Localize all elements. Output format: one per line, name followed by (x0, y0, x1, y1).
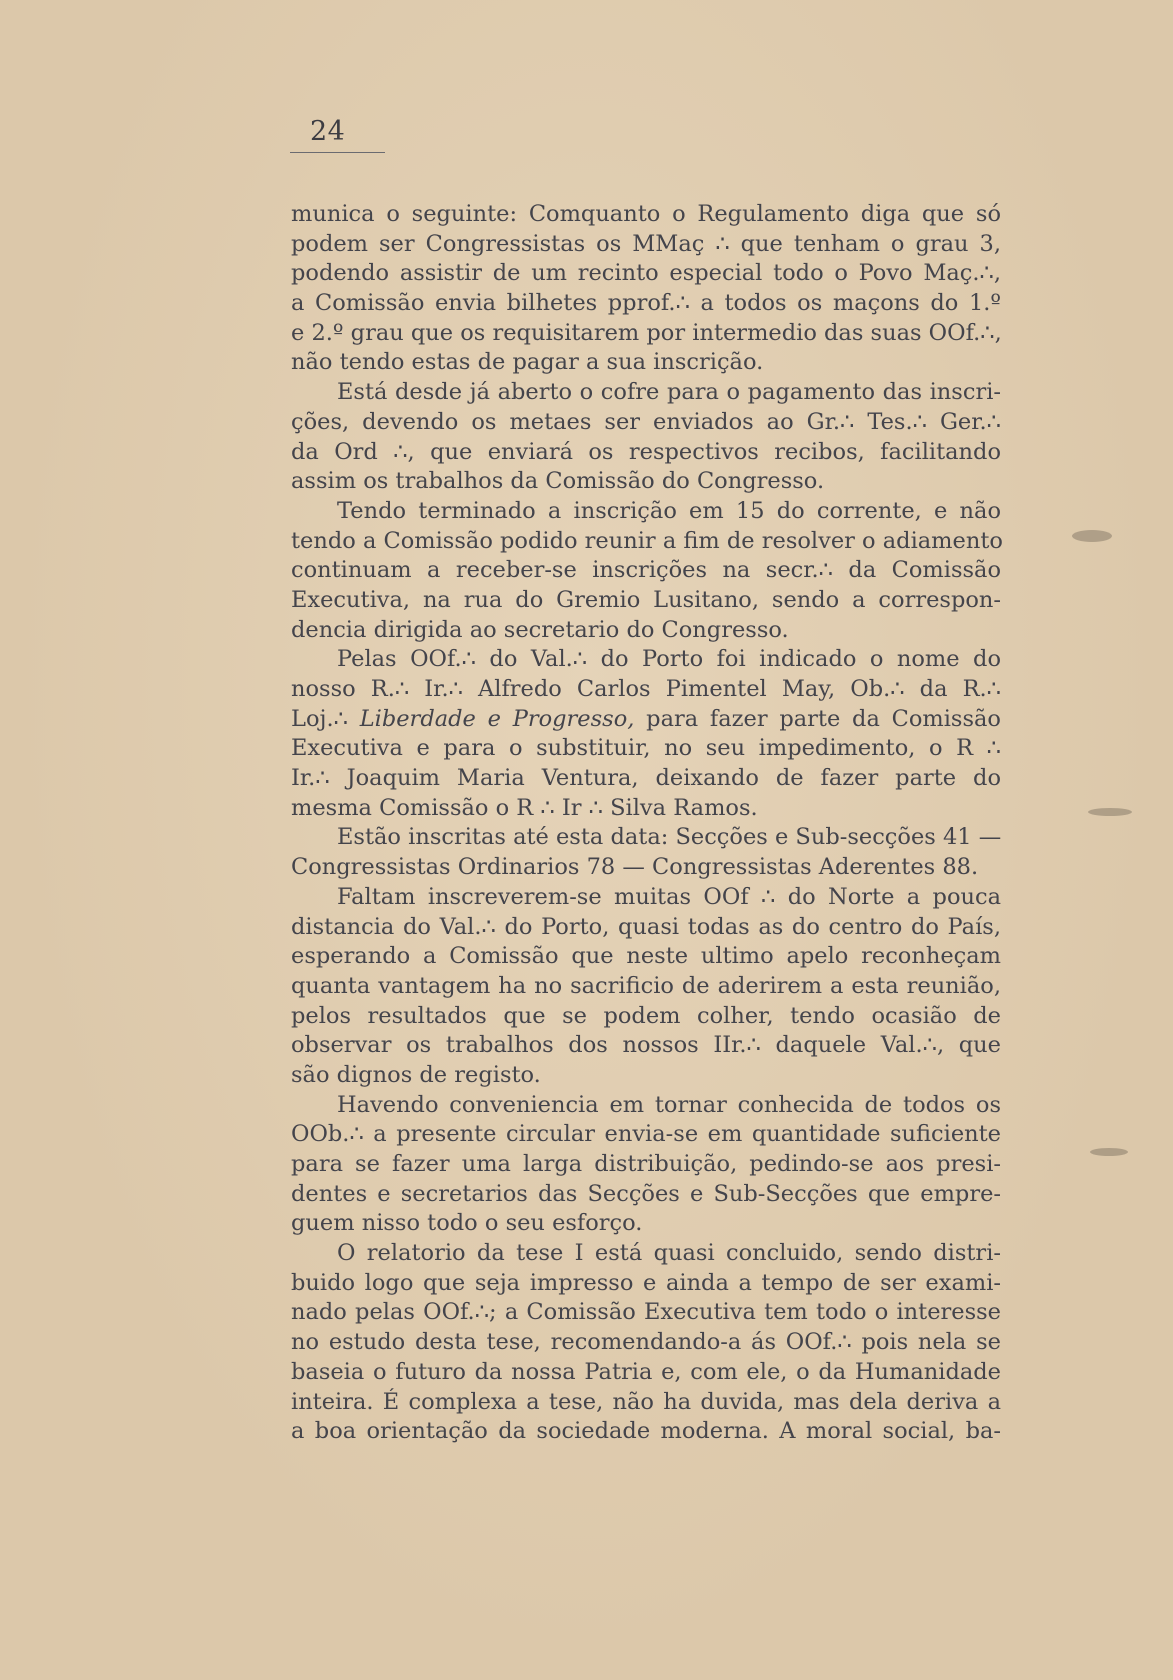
italic-text: Liberdade e Progresso, (359, 705, 635, 732)
text-line: podendo assistir de um recinto especial todo o Povo Maç.∴, (291, 260, 1001, 287)
text-line: nosso R.∴ Ir.∴ Alfredo Carlos Pimentel May, Ob.∴ da R.∴ (291, 676, 1001, 702)
text-line: baseia o futuro da nossa Patria e, com ele, o da Humanidade (291, 1358, 1001, 1385)
text-line: e 2.º grau que os requisitarem por intermedio das suas OOf.∴, (291, 319, 1002, 346)
bleed-mark (1072, 530, 1112, 542)
text-line: no estudo desta tese, recomendando-a ás OOf.∴ pois nela se (291, 1329, 1001, 1356)
text-line: Pelas OOf.∴ do Val.∴ do Porto foi indicado o nome do (337, 646, 1001, 673)
text-line: a boa orientação da sociedade moderna. A moral social, ba- (291, 1418, 1001, 1445)
text-line: esperando a Comissão que neste ultimo apelo reconheçam (291, 943, 1001, 970)
text-line: são dignos de registo. (291, 1061, 541, 1088)
text-line: Tendo terminado a inscrição em 15 do corrente, e não (337, 497, 1001, 524)
text-line: dentes e secretarios das Secções e Sub-Secções que empre- (291, 1180, 1001, 1207)
text-line: Havendo conveniencia em tornar conhecida de todos os (337, 1091, 1001, 1118)
text-line: Congressistas Ordinarios 78 — Congressistas Aderentes 88. (291, 854, 979, 881)
text-line: podem ser Congressistas os MMaç ∴ que tenham o grau 3, (291, 230, 1001, 257)
text-line: Está desde já aberto o cofre para o pagamento das inscri- (337, 379, 1001, 406)
bleed-mark (1088, 808, 1132, 816)
text-line: O relatorio da tese I está quasi concluido, sendo distri- (337, 1240, 1001, 1267)
text-line: pelos resultados que se podem colher, tendo ocasião de (291, 1002, 1001, 1029)
text-segment: Loj.∴ (291, 705, 360, 732)
text-line: da Ord ∴, que enviará os respectivos recibos, facilitando (291, 438, 1001, 465)
text-line: OOb.∴ a presente circular envia-se em quantidade suficiente (291, 1121, 1001, 1148)
text-line: Faltam inscreverem-se muitas OOf ∴ do Norte a pouca (337, 883, 1001, 910)
text-line: Estão inscritas até esta data: Secções e Sub-secções 41 — (337, 824, 1002, 851)
text-line: observar os trabalhos dos nossos IIr.∴ daquele Val.∴, que (291, 1032, 1001, 1059)
text-line: dencia dirigida ao secretario do Congresso. (291, 616, 789, 643)
text-line: buido logo que seja impresso e ainda a tempo de ser exami- (291, 1269, 1001, 1296)
text-line: inteira. É complexa a tese, não ha duvida, mas dela deriva a (291, 1388, 1001, 1415)
text-line: munica o seguinte: Comquanto o Regulamento diga que só (291, 201, 1001, 227)
text-line: Ir.∴ Joaquim Maria Ventura, deixando de fazer parte do (291, 765, 1001, 792)
text-line: para se fazer uma larga distribuição, pedindo-se aos presi- (291, 1151, 1001, 1177)
text-line: a Comissão envia bilhetes pprof.∴ a todos os maçons do 1.º (291, 290, 1001, 317)
text-line: ções, devendo os metaes ser enviados ao Gr.∴ Tes.∴ Ger.∴ (291, 408, 1001, 435)
text-segment: para fazer parte da Comissão (634, 705, 1001, 732)
text-line: mesma Comissão o R ∴ Ir ∴ Silva Ramos. (291, 794, 758, 821)
text-line: não tendo estas de pagar a sua inscrição. (291, 349, 764, 376)
text-line: distancia do Val.∴ do Porto, quasi todas as do centro do País, (291, 913, 1001, 940)
page-number-rule (290, 152, 385, 153)
text-line: guem nisso todo o seu esforço. (291, 1210, 643, 1237)
bleed-mark (1090, 1148, 1128, 1156)
text-line: quanta vantagem ha no sacrificio de aderirem a esta reunião, (291, 972, 1001, 999)
text-line: tendo a Comissão podido reunir a fim de resolver o adiamento (291, 527, 1003, 554)
text-line (291, 705, 1001, 735)
body-text (291, 200, 1001, 1447)
page-number: 24 (310, 116, 346, 147)
text-line: Executiva, na rua do Gremio Lusitano, sendo a correspon- (291, 586, 1001, 613)
text-line: Executiva e para o substituir, no seu impedimento, o R ∴ (291, 735, 1001, 762)
text-line: continuam a receber-se inscrições na secr.∴ da Comissão (291, 557, 1001, 584)
text-line: assim os trabalhos da Comissão do Congresso. (291, 468, 825, 495)
text-line: nado pelas OOf.∴; a Comissão Executiva tem todo o interesse (291, 1299, 1001, 1326)
